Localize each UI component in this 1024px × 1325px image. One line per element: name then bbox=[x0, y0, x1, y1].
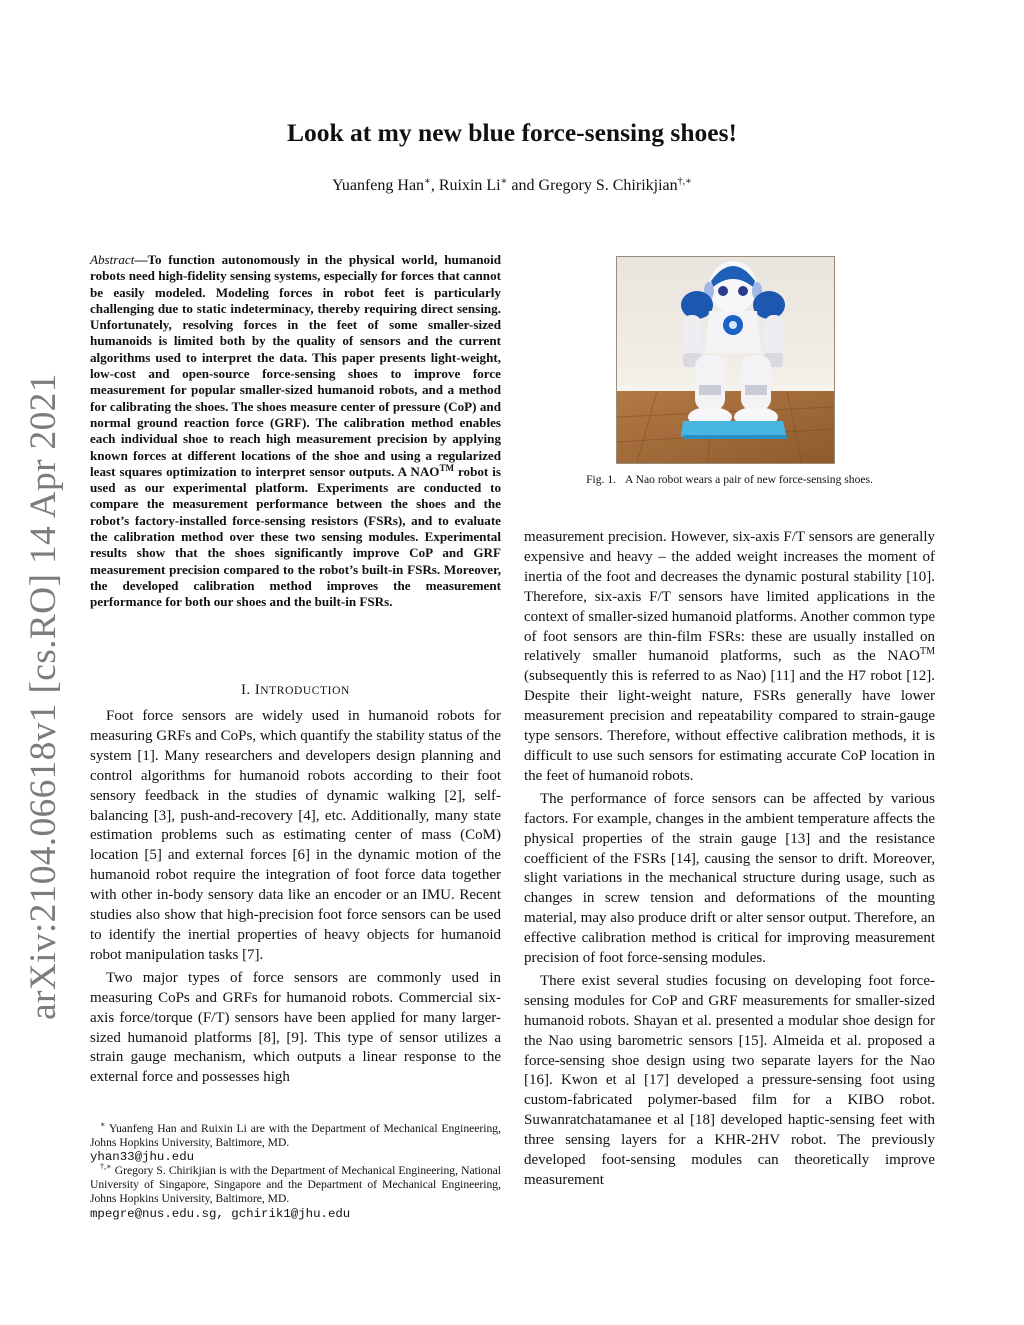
section-title-rest: NTRODUCTION bbox=[260, 685, 350, 697]
author-name: Yuanfeng Han bbox=[332, 177, 425, 194]
affiliation-mark: †,∗ bbox=[677, 176, 692, 187]
footnote-mark: †,∗ bbox=[100, 1162, 112, 1172]
abstract-dash: — bbox=[134, 252, 148, 267]
paragraph: There exist several studies focusing on developing foot force-sensing modules for CoP and GRF measurements for smaller-sized humanoid robots. Shayan et al. presented a modular shoe design for the Nao using barometric sensors [15]. Almeida et al. proposed a force-sensing shoe design using two separate layers for the Nao [16]. Kwon et al [17] developed a pressure-sensing foot using custom-fabricated polymer-based film for a KIBO robot. Suwanratchatamanee et al [18] developed haptic-sensing feet with three sensing layers for a KHR-2HV robot. The previously developed foot-sensing modules can theoretically improve measurement bbox=[524, 972, 935, 1188]
abstract-text-continued: robot is used as our experimental platform. Experiments are conducted to compare the measurement performance between the shoes and the robot’s factory-installed force-sensing resistors (FSRs), and to evaluate the calibration method over these two sensing modules. Experimental results show that the shoes significantly improve CoP and GRF measurement precision compared to the robot’s built-in FSRs. Moreover, the developed calibration method improves the measurement performance for both our shoes and the built-in FSRs. bbox=[90, 463, 501, 610]
paragraph: Foot force sensors are widely used in humanoid robots for measuring GRFs and CoPs, which quantify the stability status of the system [1]. Many researchers and developers design planning and control algorithms for humanoid robots according to their foot sensory feedback in the studies of dynamic walking [2], self-balancing [3], push-and-recovery [4], etc. Additionally, many state estimation problems such as estimating center of mass (CoM) location [5] and external forces [6] in the dynamic motion of the humanoid robot require the integration of foot force data together with other in-body sensory data like an encoder or an IMU. Recent studies also show that high-precision foot force sensors can be used to identify the inertial properties of heavy objects for humanoid robot manipulation tasks [7]. bbox=[90, 708, 501, 963]
abstract bbox=[90, 252, 501, 611]
author-connector: and bbox=[511, 177, 535, 194]
nao-robot-illustration bbox=[617, 257, 834, 463]
paragraph bbox=[524, 528, 935, 787]
section-number: I. bbox=[241, 682, 251, 698]
footnotes bbox=[90, 1122, 501, 1221]
footnote-text: Gregory S. Chirikjian is with the Department of Mechanical Engineering, National University of Singapore, Singapore and the Department of Mechanical Engineering, Johns Hopkins University, Baltimore, MD. bbox=[90, 1164, 501, 1206]
paper-title: Look at my new blue force-sensing shoes! bbox=[286, 118, 738, 147]
figure-caption bbox=[524, 472, 935, 488]
affiliation-mark: ∗ bbox=[424, 176, 431, 187]
paragraph: Two major types of force sensors are commonly used in measuring CoPs and GRFs for humanoid robots. Commercial six-axis force/torque (F/T) sensors have been applied for many larger-sized humanoid platforms [8], [9]. This type of sensor utilizes a strain gauge mechanism, which outputs a linear response to the external force and possesses high bbox=[90, 969, 501, 1086]
section-title-initial: I bbox=[254, 682, 261, 698]
introduction-body bbox=[90, 707, 501, 1088]
trademark-mark: TM bbox=[920, 646, 935, 658]
email-address: mpegre@nus.edu.sg, gchirik1@jhu.edu bbox=[90, 1206, 351, 1221]
author-name: Ruixin Li bbox=[438, 177, 501, 194]
trademark-mark: TM bbox=[439, 462, 454, 473]
author-name: Gregory S. Chirikjian bbox=[538, 177, 678, 194]
footnote-mark: ∗ bbox=[100, 1120, 106, 1129]
figure-number: Fig. 1. bbox=[586, 473, 617, 486]
footnote-text: Yuanfeng Han and Ruixin Li are with the Department of Mechanical Engineering, Johns Hopkins University, Baltimore, MD. bbox=[90, 1122, 501, 1150]
paragraph-text-continued: (subsequently this is referred to as Nao) [11] and the H7 robot [12]. Despite their light-weight nature, FSRs generally have lower measurement precision and repeatability compared to strain-gauge type sensors. Therefore, without effective calibration methods, it is difficult to use such sensors for estimating accurate CoP location in the feet of humanoid robots. bbox=[524, 668, 935, 784]
figure-photo bbox=[616, 256, 835, 464]
footnote bbox=[90, 1122, 501, 1164]
section-heading bbox=[90, 681, 501, 700]
affiliation-mark: ∗ bbox=[500, 176, 508, 187]
paragraph: The performance of force sensors can be affected by various factors. For example, changes in the ambient temperature affects the physical properties of the strain gauge [13] and the resistance coefficient of the FSRs [14], causing the sensor to drift. Moreover, slight variations in the mechanical structure during usage, such as changes in screw tension and deformations of the mounting material, may also produce drift or alter sensor output. Therefore, an effective calibration method is critical for improving measurement precision of foot force-sensing modules. bbox=[524, 790, 935, 967]
email-address: yhan33@jhu.edu bbox=[90, 1150, 195, 1165]
author-line: Yuanfeng Han∗, Ruixin Li∗ and Gregory S. Chirikjian†,∗ bbox=[332, 176, 692, 194]
arxiv-identifier: arXiv:2104.06618v1 [cs.RO] 14 Apr 2021 bbox=[23, 373, 64, 1020]
abstract-label: Abstract bbox=[90, 252, 135, 267]
right-column-body bbox=[524, 528, 935, 1191]
footnote bbox=[90, 1164, 501, 1220]
paragraph-text: measurement precision. However, six-axis F/T sensors are generally expensive and heavy – the added weight increases the moment of inertia of the foot and decreases the dynamic postural stability [10]. Therefore, six-axis F/T sensors have limited applications in the context of smaller-sized humanoid platforms. Another common type of foot sensors are thin-film FSRs: these are usually installed on relatively smaller humanoid platforms, such as the NAO bbox=[524, 529, 935, 665]
caption-text: A Nao robot wears a pair of new force-sensing shoes. bbox=[625, 473, 873, 486]
abstract-text: To function autonomously in the physical world, humanoid robots need high-fidelity sensing systems, especially for forces that cannot be easily modeled. Modeling forces in robot feet is particularly challenging due to static indeterminacy, thereby requiring direct sensing. Unfortunately, resolving forces in the feet of some smaller-sized humanoids is limited both by the quality of sensors and the current algorithms used to interpret the data. This paper presents light-weight, low-cost and open-source force-sensing shoes to improve force measurement for popular smaller-sized humanoid robots, and a method for calibrating the shoes. The shoes measure center of pressure (CoP) and normal ground reaction force (GRF). The calibration method enables each individual shoe to reach high measurement precision by applying known forces at different locations of the shoe and using a regularized least squares optimization to interpret sensor outputs. A NAO bbox=[90, 252, 501, 479]
